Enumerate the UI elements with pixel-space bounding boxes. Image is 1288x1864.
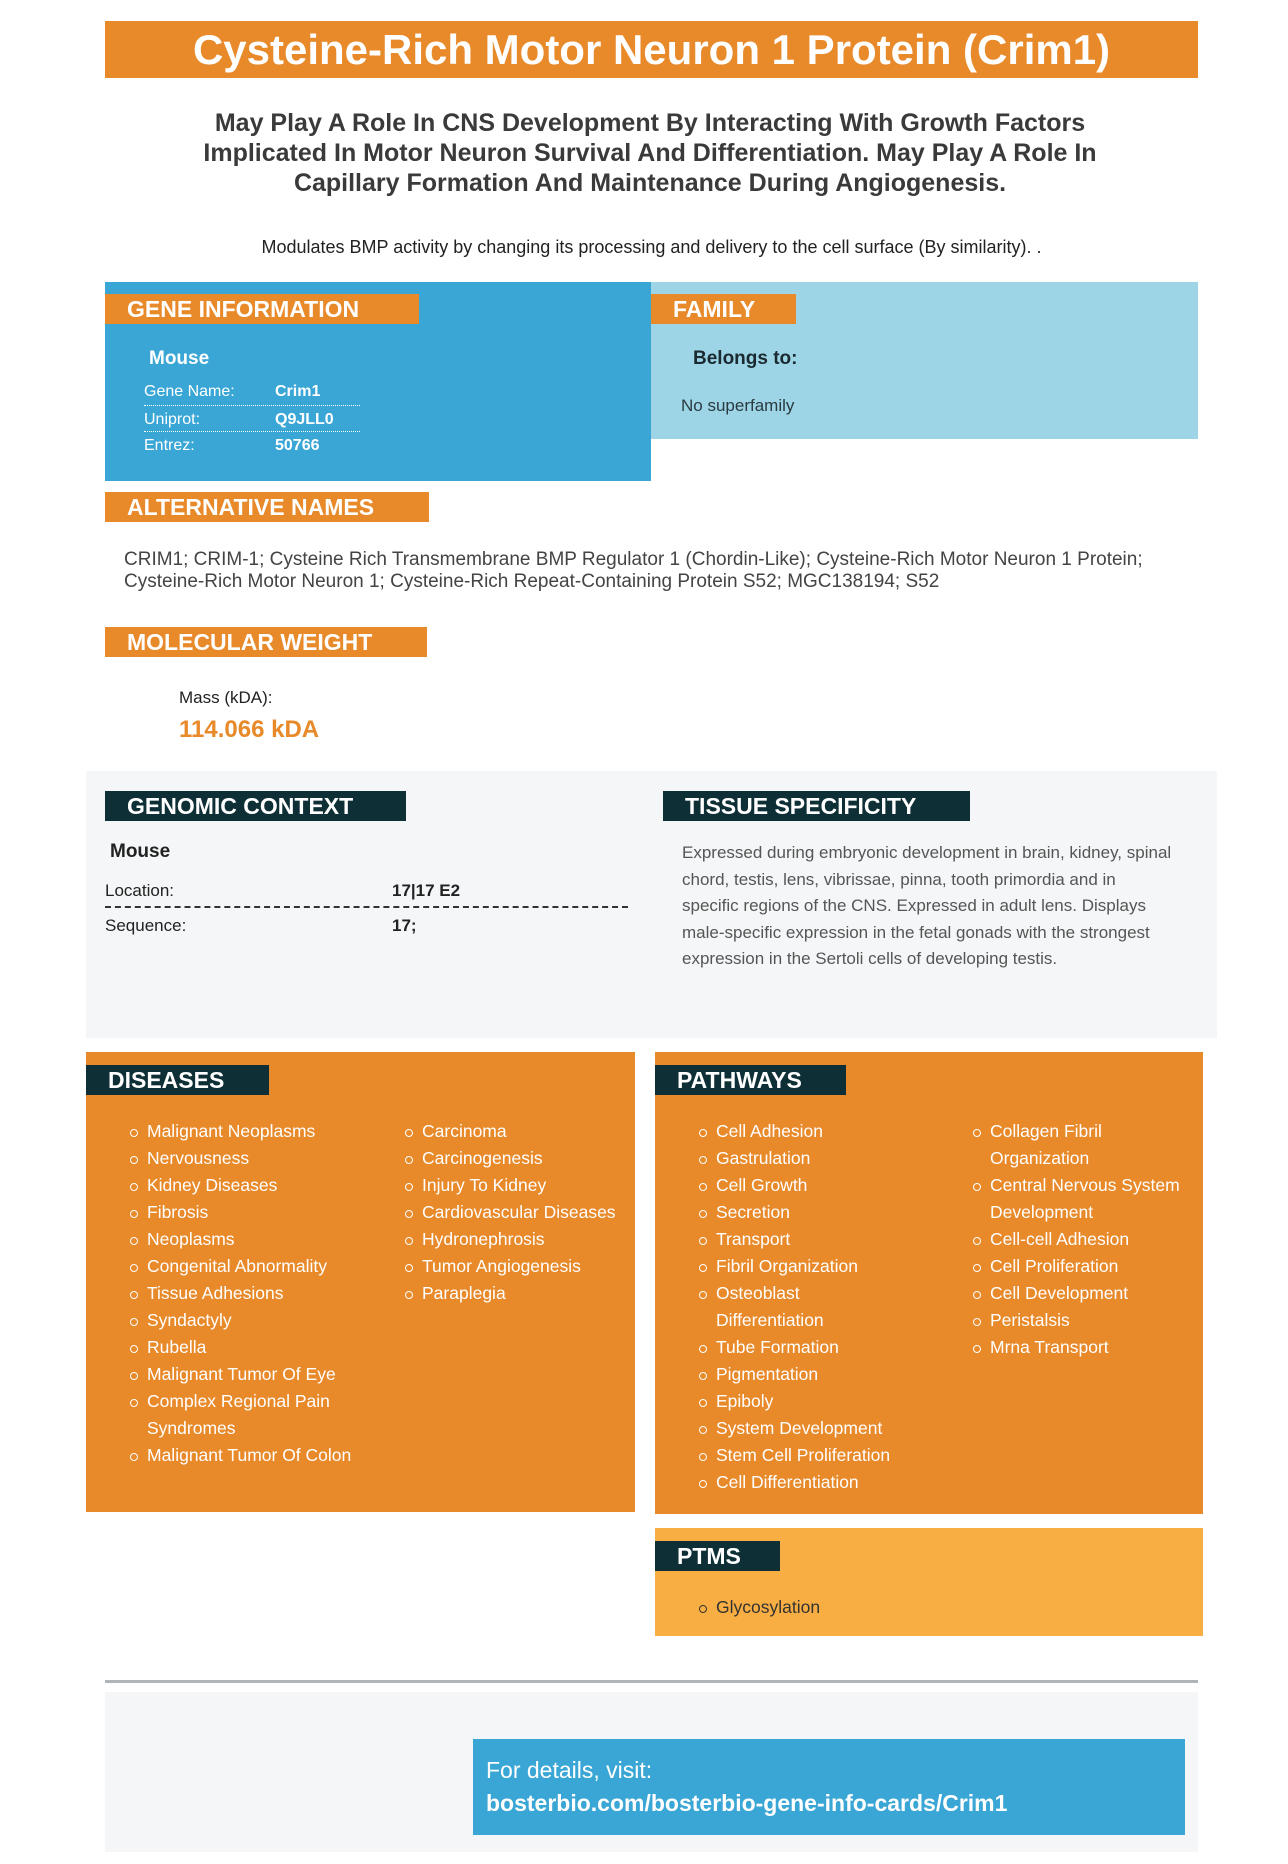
list-item: Kidney Diseases xyxy=(111,1172,356,1199)
gene-information-heading: GENE INFORMATION xyxy=(105,294,419,324)
belongs-to-label: Belongs to: xyxy=(693,348,798,369)
list-item: Glycosylation xyxy=(680,1594,980,1621)
location-label: Location: xyxy=(105,881,174,900)
pathways-list-col2 xyxy=(954,1118,1199,1361)
molecular-weight-heading: MOLECULAR WEIGHT xyxy=(105,627,427,657)
diseases-heading: DISEASES xyxy=(86,1065,269,1095)
ptms-list xyxy=(680,1594,980,1621)
alternative-names-heading: ALTERNATIVE NAMES xyxy=(105,492,429,522)
sequence-label: Sequence: xyxy=(105,916,187,935)
ptms-heading: PTMS xyxy=(655,1541,780,1571)
mass-label: Mass (kDA): xyxy=(179,688,273,707)
list-item: Cell Development xyxy=(954,1280,1199,1307)
list-item: Carcinogenesis xyxy=(386,1145,626,1172)
entrez-label: Entrez: xyxy=(144,437,195,454)
list-item: Tumor Angiogenesis xyxy=(386,1253,626,1280)
pathways-heading: PATHWAYS xyxy=(655,1065,846,1095)
mass-value: 114.066 kDA xyxy=(179,716,320,743)
list-item: Transport xyxy=(680,1226,925,1253)
visit-link[interactable]: bosterbio.com/bosterbio-gene-info-cards/Crim1 xyxy=(486,1790,1008,1816)
pathways-panel xyxy=(655,1052,1203,1514)
pathways-list-col1 xyxy=(680,1118,925,1496)
uniprot-value: Q9JLL0 xyxy=(275,411,334,428)
list-item: Congenital Abnormality xyxy=(111,1253,356,1280)
gene-name-value: Crim1 xyxy=(275,383,321,400)
location-row xyxy=(105,873,628,908)
diseases-list-col2 xyxy=(386,1118,626,1307)
list-item: Peristalsis xyxy=(954,1307,1199,1334)
list-item: Carcinoma xyxy=(386,1118,626,1145)
page-title: Cysteine-Rich Motor Neuron 1 Protein (Crim1) xyxy=(105,21,1198,78)
list-item: Fibrosis xyxy=(111,1199,356,1226)
list-item: Tube Formation xyxy=(680,1334,925,1361)
list-item: Fibril Organization xyxy=(680,1253,925,1280)
protein-summary: Modulates BMP activity by changing its processing and delivery to the cell surface (By similarity). . xyxy=(261,237,1042,257)
entrez-row xyxy=(144,432,360,459)
gene-species: Mouse xyxy=(149,348,210,369)
uniprot-label: Uniprot: xyxy=(144,411,201,428)
list-item: Epiboly xyxy=(680,1388,925,1415)
list-item: Pigmentation xyxy=(680,1361,925,1388)
list-item: Complex Regional Pain Syndromes xyxy=(111,1388,356,1442)
list-item: Rubella xyxy=(111,1334,356,1361)
entrez-value: 50766 xyxy=(275,437,320,454)
list-item: Osteoblast Differentiation xyxy=(680,1280,860,1334)
list-item: Malignant Tumor Of Eye xyxy=(111,1361,356,1388)
list-item: Cell Differentiation xyxy=(680,1469,925,1496)
list-item: Gastrulation xyxy=(680,1145,925,1172)
alternative-names-text: CRIM1; CRIM-1; Cysteine Rich Transmembrane BMP Regulator 1 (Chordin-Like); Cysteine-Rich Motor Neuron 1 Protein; Cysteine-Rich Motor Neuron 1; Cysteine-Rich Repeat-Containing Protein S52; MGC138194; S52 xyxy=(124,549,1143,592)
list-item: Tissue Adhesions xyxy=(111,1280,356,1307)
genomic-context-heading: GENOMIC CONTEXT xyxy=(105,791,406,821)
diseases-list-col1 xyxy=(111,1118,356,1469)
genomic-species: Mouse xyxy=(110,841,171,862)
list-item: Cell-cell Adhesion xyxy=(954,1226,1199,1253)
sequence-row xyxy=(105,908,628,943)
genomic-tissue-panel xyxy=(86,771,1217,1038)
family-panel xyxy=(651,282,1198,439)
gene-information-panel xyxy=(105,282,651,481)
visit-box xyxy=(473,1739,1185,1835)
tissue-specificity-text: Expressed during embryonic development in brain, kidney, spinal chord, testis, lens, vibrissae, pinna, tooth primordia and in specific regions of the CNS. Expressed in adult lens. Displays male-specific expression in the fetal gonads with the strongest expression in the Sertoli cells of developing testis. xyxy=(682,843,1172,968)
genomic-details xyxy=(105,873,628,943)
list-item: Cell Growth xyxy=(680,1172,925,1199)
list-item: Hydronephrosis xyxy=(386,1226,626,1253)
sequence-value: 17; xyxy=(392,916,417,935)
ptms-panel xyxy=(655,1528,1203,1636)
list-item: System Development xyxy=(680,1415,925,1442)
list-item: Syndactyly xyxy=(111,1307,356,1334)
protein-function-subtitle: May Play A Role In CNS Development By Interacting With Growth Factors Implicated In Motor Neuron Survival And Differentiation. May Play A Role In Capillary Formation And Maintenance During Angiogenesis. xyxy=(203,109,1097,197)
tissue-specificity-heading: TISSUE SPECIFICITY xyxy=(663,791,970,821)
list-item: Cell Proliferation xyxy=(954,1253,1199,1280)
list-item: Nervousness xyxy=(111,1145,356,1172)
gene-name-row xyxy=(144,378,360,405)
list-item: Malignant Tumor Of Colon xyxy=(111,1442,356,1469)
list-item: Injury To Kidney xyxy=(386,1172,626,1199)
list-item: Cardiovascular Diseases xyxy=(386,1199,626,1226)
list-item: Collagen Fibril Organization xyxy=(954,1118,1134,1172)
gene-name-label: Gene Name: xyxy=(144,383,235,400)
family-heading: FAMILY xyxy=(651,294,796,324)
list-item: Mrna Transport xyxy=(954,1334,1199,1361)
list-item: Central Nervous System Development xyxy=(954,1172,1199,1226)
list-item: Neoplasms xyxy=(111,1226,356,1253)
list-item: Secretion xyxy=(680,1199,925,1226)
visit-label: For details, visit: xyxy=(486,1757,653,1783)
list-item: Paraplegia xyxy=(386,1280,626,1307)
diseases-panel xyxy=(86,1052,635,1512)
list-item: Malignant Neoplasms xyxy=(111,1118,356,1145)
uniprot-row xyxy=(144,405,360,432)
list-item: Cell Adhesion xyxy=(680,1118,925,1145)
gene-details xyxy=(144,378,360,459)
family-value: No superfamily xyxy=(681,396,795,415)
footer-divider xyxy=(105,1680,1198,1683)
location-value: 17|17 E2 xyxy=(392,881,461,900)
list-item: Stem Cell Proliferation xyxy=(680,1442,925,1469)
